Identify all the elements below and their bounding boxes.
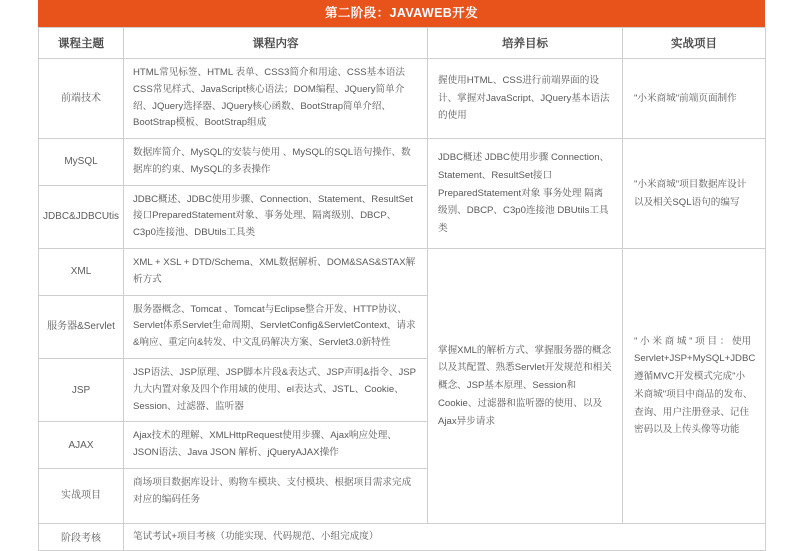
- row-content: Ajax技术的理解、XMLHttpRequest使用步骤、Ajax响应处理、JSON语法、Java JSON 解析、jQueryAJAX操作: [124, 422, 428, 469]
- row-topic-label: XML: [70, 266, 92, 278]
- exam-content: 笔试考试+项目考核（功能实现、代码规范、小组完成度）: [124, 523, 766, 550]
- row-topic-label: JDBC&JDBCUtis: [42, 211, 120, 223]
- row-goal: JDBC概述 JDBC使用步骤 Connection、Statement、ResultSet接口PreparedStatement对象 事务处理 隔离级别、DBCP、C3p0连接池 DBUtils工具类: [428, 139, 623, 249]
- row-topic: [39, 468, 124, 523]
- curriculum-table: [38, 27, 766, 551]
- row-topic: [39, 358, 124, 421]
- row-content: 商场项目数据库设计、购物车模块、支付模块、根据项目需求完成对应的编码任务: [124, 468, 428, 523]
- row-topic: [39, 185, 124, 248]
- row-topic: [39, 422, 124, 469]
- row-project: "小米商城"前端页面制作: [623, 59, 766, 139]
- row-goal: 掌握XML的解析方式、掌握服务器的概念以及其配置、熟悉Servlet开发规范和相关概念、JSP基本原理、Session和Cookie、过滤器和监听器的使用、以及Ajax异步请求: [428, 249, 623, 524]
- table-header: [39, 28, 766, 59]
- column-header-project: 实战项目: [623, 28, 766, 59]
- row-topic-label: JSP: [71, 384, 91, 396]
- row-topic-label: 实战项目: [61, 490, 101, 502]
- table-body: [39, 59, 766, 551]
- stage-banner-title: 第二阶段：JAVAWEB开发: [38, 0, 765, 27]
- column-header-goal: 培养目标: [428, 28, 623, 59]
- row-project: " 小 米 商 城 " 项 目 ： 使用Servlet+JSP+MySQL+JDBC遵循MVC开发模式完成"小米商城"项目中商品的发布、查询、用户注册登录、记住密码以及上传头像等功能: [623, 249, 766, 524]
- row-topic-label: 前端技术: [61, 93, 101, 105]
- table-row: [39, 139, 766, 186]
- table-header-row: [39, 28, 766, 59]
- row-content: JSP语法、JSP原理、JSP脚本片段&表达式、JSP声明&指令、JSP九大内置对象及四个作用域的使用、el表达式、JSTL、Cookie、Session、过滤器、监听器: [124, 358, 428, 421]
- row-topic: [39, 59, 124, 139]
- row-goal: 握使用HTML、CSS进行前端界面的设计、掌握对JavaScript、JQuery基本语法的使用: [428, 59, 623, 139]
- row-topic: [39, 295, 124, 358]
- row-content: HTML常见标签、HTML 表单、CSS3简介和用途、CSS基本语法 CSS常见样式、JavaScript核心语法；DOM编程、JQuery简单介绍、JQuery选择器、JQuery核心函数、BootStrap简单介绍、BootStrap模板、BootStrap组成: [124, 59, 428, 139]
- column-header-content: 课程内容: [124, 28, 428, 59]
- row-topic-label: 服务器&Servlet: [47, 321, 115, 333]
- table-row-exam: [39, 523, 766, 550]
- row-topic: [39, 249, 124, 296]
- row-content: XML + XSL + DTD/Schema、XML数据解析、DOM&SAS&STAX解析方式: [124, 249, 428, 296]
- row-topic-label: MySQL: [64, 156, 98, 168]
- row-content: 服务器概念、Tomcat 、Tomcat与Eclipse整合开发、HTTP协议、Servlet体系Servlet生命周期、ServletConfig&ServletContext、请求&响应、重定向&转发、中文乱码解决方案、Servlet3.0新特性: [124, 295, 428, 358]
- table-row: [39, 59, 766, 139]
- row-content: JDBC概述、JDBC使用步骤、Connection、Statement、ResultSet接口PreparedStatement对象、事务处理、隔离级别、DBCP、C3p0连接池、DBUtils工具类: [124, 185, 428, 248]
- curriculum-sheet: [38, 0, 765, 551]
- row-project: "小米商城"项目数据库设计以及相关SQL语句的编写: [623, 139, 766, 249]
- row-topic-label: AJAX: [68, 439, 94, 451]
- exam-label: 阶段考核: [39, 523, 124, 550]
- column-header-topic: 课程主题: [39, 28, 124, 59]
- row-content: 数据库简介、MySQL的安装与使用 、MySQL的SQL语句操作、数据库的约束、MySQL的多表操作: [124, 139, 428, 186]
- row-topic: [39, 139, 124, 186]
- table-row: [39, 249, 766, 296]
